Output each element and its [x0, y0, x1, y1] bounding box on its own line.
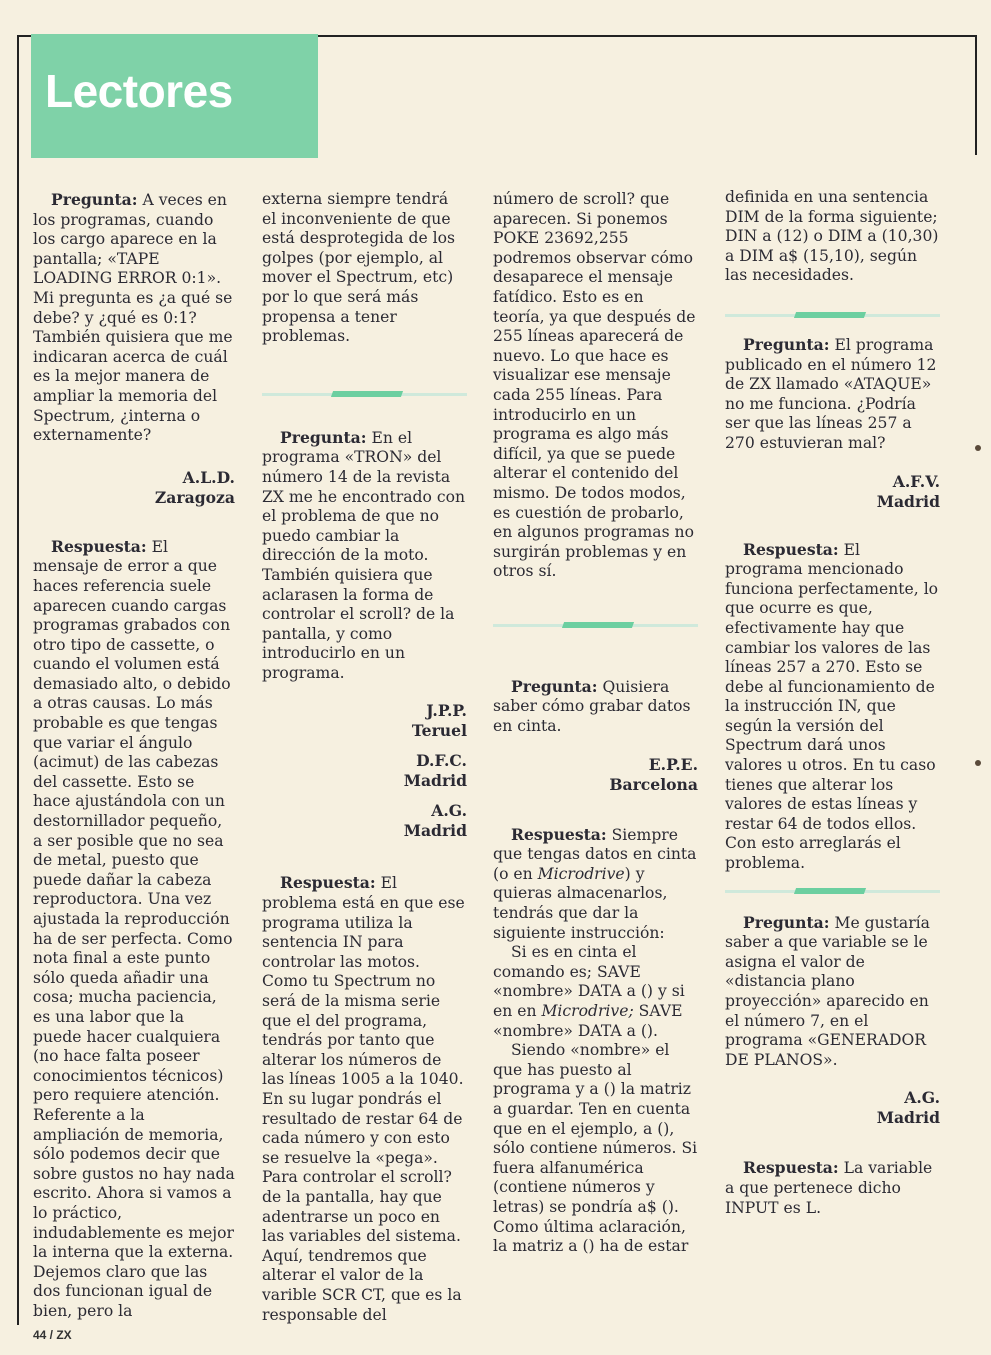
column-4: [725, 188, 940, 1218]
answer-text: ) y quieras almacenarlos, tendrás que dar la siguiente instrucción:: [493, 864, 668, 942]
signature-city: Madrid: [876, 491, 940, 511]
question-paragraph: [493, 677, 698, 737]
signature-name: A.G.: [904, 1088, 940, 1108]
answer-emphasis: Microdrive;: [541, 1002, 634, 1020]
separator-rule: [725, 890, 940, 893]
answer-text: SAVE «nombre» DATA a ().: [493, 1002, 683, 1040]
answer-label: Respuesta:: [743, 539, 839, 559]
continued-text: definida en una sentencia DIM de la forma siguiente; DIN a (12) o DIM a (10,30) a DIM a$ (15,10), según las necesidades.: [725, 188, 939, 285]
continued-text: número de scroll? que aparecen. Si ponemos POKE 23692,255 podremos observar cómo desaparece el mensaje fatídico. Esto es en teoría, ya que después de 255 líneas aparecerá de nuevo. Lo que hace es visualizar ese mensaje cada 255 líneas. Para introducirlo en un programa es algo más difícil, ya que se puede alterar el contenido del mismo. De todos modos, es cuestión de probarlo, en algunos programas no surgirán problemas y en otros sí.: [493, 190, 696, 581]
separator-rule: [725, 314, 940, 317]
answer-text: El mensaje de error a que haces referencia suele aparecen cuando cargas programas grabados con otro tipo de cassette, o cuando el volumen está demasiado alto, o debido a otras causas. Lo más probable es que tengas que variar el ángulo (acimut) de las cabezas del cassette. Esto se hace ajustándola con un destornillador pequeño, a ser posible que no sea de metal, puesto que puede dañar la cabeza reproductora. Una vez ajustada la reproducción ha de ser perfecta. Como nota final a este punto sólo queda añadir una cosa; mucha paciencia, es una labor que la puede hacer cualquiera (no hace falta poseer conocimientos técnicos) pero requiere atención. Referente a la ampliación de memoria, sólo podemos decir que sobre gustos no hay nada escrito. Ahora si vamos a lo práctico, indudablemente es mejor la interna que la externa. Dejemos claro que las dos funcionan igual de bien, pero la: [33, 537, 235, 1320]
answer-label: Respuesta:: [743, 1158, 839, 1178]
answer-label: Respuesta:: [51, 536, 147, 556]
signature-city: Madrid: [403, 821, 467, 841]
answer-paragraph: [493, 943, 698, 1041]
column-1: [33, 190, 235, 1321]
signature-name: J.P.P.: [426, 701, 467, 721]
signature-name: D.F.C.: [416, 751, 467, 771]
answer-text: Si es en cinta el comando es; SAVE «nombre» DATA a () y si en en: [493, 943, 685, 1020]
question-text: En el programa «TRON» del número 14 de la revista ZX me he encontrado con el problema de que no puedo cambiar la dirección de la moto. También quisiera que aclarasen la forma de controlar el scroll? de la pantalla, y como introducirlo en un programa.: [262, 428, 466, 682]
question-label: Pregunta:: [743, 912, 830, 932]
question-paragraph: [725, 335, 940, 454]
question-paragraph: [33, 190, 235, 446]
answer-label: Respuesta:: [280, 873, 376, 893]
page-frame-right: [975, 35, 977, 155]
section-title: Lectores: [45, 65, 233, 117]
continued-text: externa siempre tendrá el inconveniente de que está desprotegida de los golpes (por ejemplo, al mover el Spectrum, etc) por lo que será más propensa a tener problemas.: [262, 190, 456, 346]
page-frame-left: [17, 35, 19, 1325]
question-text: A veces en los programas, cuando los cargo aparece en la pantalla; «TAPE LOADING ERROR 0:1». Mi pregunta es ¿a qué se debe? y ¿qué es 0:1? También quisiera que me indicaran acerca de cuál es la mejor manera de ampliar la memoria del Spectrum, ¿interna o externamente?: [33, 191, 233, 445]
answer-paragraph: [493, 825, 698, 944]
question-label: Pregunta:: [511, 676, 598, 696]
question-text: Me gustaría saber a que variable se le asigna el valor de «distancia plano proyección» aparecido en el número 7, en el programa «GENERADOR DE PLANOS».: [725, 913, 930, 1069]
column-3: [493, 190, 698, 1257]
section-header: [31, 34, 318, 158]
signature-name: E.P.E.: [648, 754, 698, 774]
question-text: Quisiera saber cómo grabar datos en cinta.: [493, 677, 691, 736]
answer-paragraph: Siendo «nombre» el que has puesto al programa y a () la matriz a guardar. Ten en cuenta que en el ejemplo, a (), sólo contiene números. Si fuera alfanumérica (contiene números y letras) se pondría a$ (). Como última aclaración, la matriz a () ha de estar: [493, 1041, 698, 1256]
answer-emphasis: Microdrive: [537, 864, 625, 883]
separator-rule: [262, 393, 467, 396]
separator-rule: [493, 624, 698, 627]
signature-city: Madrid: [876, 1108, 940, 1128]
page-folio: 44 / ZX: [33, 1328, 72, 1342]
answer-text: La variable a que pertenece dicho INPUT es L.: [725, 1159, 933, 1217]
answer-paragraph: [725, 540, 940, 874]
question-label: Pregunta:: [743, 334, 830, 354]
answer-label: Respuesta:: [511, 824, 607, 844]
question-label: Pregunta:: [51, 190, 138, 209]
answer-paragraph: [33, 537, 235, 1322]
question-paragraph: [262, 428, 467, 684]
signature-name: A.F.V.: [892, 471, 940, 491]
signature-city: Madrid: [403, 771, 467, 791]
answer-paragraph: [262, 873, 467, 1325]
question-paragraph: [725, 913, 940, 1071]
answer-text: El problema está en que ese programa utiliza la sentencia IN para controlar las motos. Como tu Spectrum no será de la misma serie que el del programa, tendrás por tanto que alterar los números de las líneas 1005 a la 1040. En su lugar pondrás el resultado de restar 64 de cada número y con esto se resuelve la «pega». Para controlar el scroll? de la pantalla, hay que adentrarse un poco en las variables del sistema. Aquí, tendremos que alterar el valor de la varible SCR CT, que es la responsable del: [262, 874, 465, 1324]
signature-name: A.L.D.: [182, 467, 235, 487]
answer-paragraph: [725, 1158, 940, 1218]
signature-city: Teruel: [411, 721, 467, 741]
answer-text: El programa mencionado funciona perfectamente, lo que ocurre es que, efectivamente hay que cambiar los valores de las líneas 257 a 270. Esto se debe al funcionamiento de la instrucción IN, que según la versión del Spectrum dará unos valores u otros. En tu caso tienes que alterar los valores de estas líneas y restar 64 de todos ellos. Con esto arreglarás el problema.: [725, 540, 939, 873]
signature-city: Barcelona: [609, 774, 698, 794]
question-text: El programa publicado en el número 12 de ZX llamado «ATAQUE» no me funciona. ¿Podría ser que las líneas 257 a 270 estuvieran mal?: [725, 335, 937, 452]
answer-text: Siempre que tengas datos en cinta (o en: [493, 825, 697, 883]
signature-name: A.G.: [431, 801, 467, 821]
binding-mark: [975, 760, 981, 766]
column-2: [262, 190, 467, 1325]
binding-mark: [975, 445, 981, 451]
signature-city: Zaragoza: [154, 487, 235, 507]
question-label: Pregunta:: [280, 427, 367, 447]
